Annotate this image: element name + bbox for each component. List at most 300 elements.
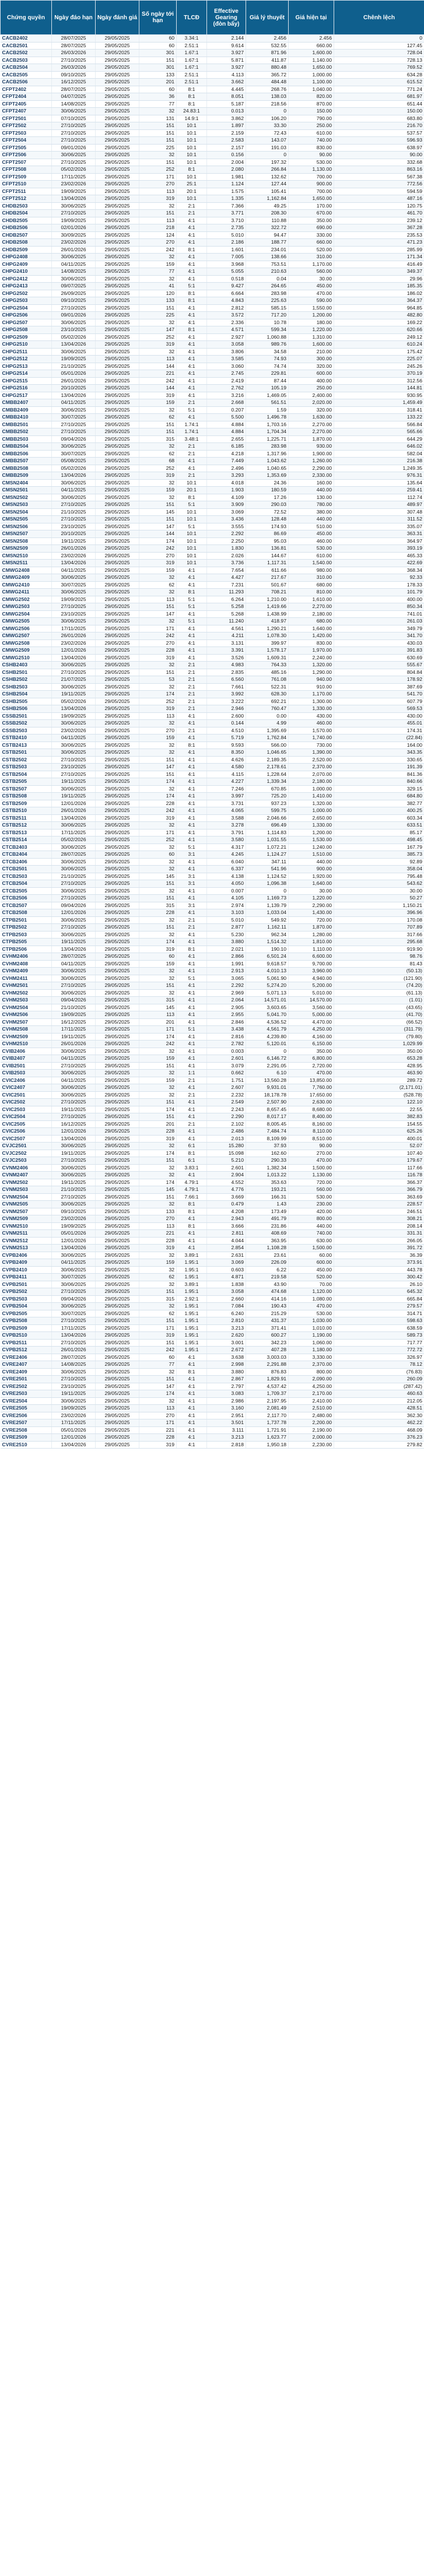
cell-valuation-date: 29/05/2025 <box>96 275 139 283</box>
table-row <box>1 341 424 349</box>
cell-days: 32 <box>139 866 177 873</box>
cell-days: 174 <box>139 1179 177 1186</box>
cell-maturity-date: 30/06/2025 <box>52 916 96 924</box>
cell-current-price: 2,370.00 <box>289 764 334 771</box>
cell-valuation-date: 29/05/2025 <box>96 450 139 458</box>
cell-maturity-date: 05/02/2026 <box>52 333 96 341</box>
table-row <box>1 975 424 982</box>
cell-theoretical-price: 72.52 <box>246 508 289 516</box>
cell-days: 32 <box>139 152 177 159</box>
cell-difference: 101.79 <box>334 589 424 596</box>
cell-gearing: 2.951 <box>207 1412 246 1419</box>
cell-ratio: 2:1 <box>177 705 207 713</box>
cell-valuation-date: 29/05/2025 <box>96 108 139 115</box>
cell-maturity-date: 30/06/2025 <box>52 348 96 356</box>
cell-warrant: CACB2504 <box>1 64 52 72</box>
cell-current-price: 6,150.00 <box>289 1041 334 1048</box>
cell-gearing: 2.974 <box>207 902 246 909</box>
cell-days: 62 <box>139 414 177 421</box>
cell-gearing: 2.943 <box>207 1215 246 1223</box>
cell-current-price: 1,060.00 <box>289 1339 334 1347</box>
cell-current-price: 1,010.00 <box>289 1324 334 1332</box>
cell-days: 151 <box>139 428 177 436</box>
cell-valuation-date: 29/05/2025 <box>96 880 139 888</box>
cell-theoretical-price: 937.23 <box>246 800 289 807</box>
cell-days: 131 <box>139 115 177 122</box>
cell-days: 151 <box>139 137 177 145</box>
cell-warrant: CFPT2504 <box>1 137 52 145</box>
table-row <box>1 851 424 859</box>
cell-valuation-date: 29/05/2025 <box>96 224 139 232</box>
cell-valuation-date: 29/05/2025 <box>96 1179 139 1186</box>
cell-days: 151 <box>139 982 177 990</box>
cell-maturity-date: 04/11/2025 <box>52 735 96 742</box>
cell-theoretical-price: 132.62 <box>246 173 289 181</box>
cell-valuation-date: 29/05/2025 <box>96 741 139 749</box>
cell-gearing: 7.449 <box>207 458 246 465</box>
cell-current-price: 30.00 <box>289 887 334 895</box>
cell-current-price: 1,870.00 <box>289 435 334 443</box>
cell-ratio: 2:1 <box>177 210 207 217</box>
cell-warrant: CSHB2505 <box>1 698 52 705</box>
cell-valuation-date: 29/05/2025 <box>96 1368 139 1376</box>
cell-days: 242 <box>139 545 177 553</box>
cell-difference: 208.14 <box>334 1222 424 1230</box>
cell-valuation-date: 29/05/2025 <box>96 1208 139 1215</box>
cell-theoretical-price: 2,081.49 <box>246 1405 289 1412</box>
cell-ratio: 3:1 <box>177 880 207 888</box>
cell-gearing: 2.927 <box>207 333 246 341</box>
cell-theoretical-price: 173.49 <box>246 1208 289 1215</box>
cell-valuation-date: 29/05/2025 <box>96 916 139 924</box>
cell-valuation-date: 29/05/2025 <box>96 115 139 122</box>
cell-days: 145 <box>139 873 177 880</box>
table-row <box>1 873 424 880</box>
cell-theoretical-price: 0.04 <box>246 275 289 283</box>
cell-maturity-date: 30/06/2025 <box>52 975 96 982</box>
cell-ratio: 4:1 <box>177 1011 207 1019</box>
header-theoretical-price: Giá lý thuyết <box>246 1 289 35</box>
cell-warrant: CSTB2502 <box>1 756 52 764</box>
cell-gearing: 3.880 <box>207 939 246 946</box>
table-row <box>1 756 424 764</box>
cell-theoretical-price: 215.29 <box>246 1310 289 1317</box>
cell-maturity-date: 26/03/2026 <box>52 50 96 57</box>
cell-difference: 541.70 <box>334 691 424 698</box>
cell-maturity-date: 21/10/2025 <box>52 363 96 370</box>
cell-gearing: 3.060 <box>207 363 246 370</box>
cell-gearing: 15.098 <box>207 1150 246 1157</box>
table-row <box>1 108 424 115</box>
cell-warrant: CSHB2503 <box>1 683 52 691</box>
cell-days: 32 <box>139 741 177 749</box>
table-row <box>1 639 424 647</box>
cell-days: 151 <box>139 1157 177 1165</box>
cell-maturity-date: 30/07/2025 <box>52 450 96 458</box>
cell-maturity-date: 26/03/2026 <box>52 64 96 72</box>
cell-difference: 543.62 <box>334 880 424 888</box>
cell-warrant: CMWG2507 <box>1 632 52 640</box>
cell-maturity-date: 30/06/2025 <box>52 1164 96 1172</box>
cell-days: 201 <box>139 1120 177 1128</box>
cell-current-price: 90.00 <box>289 1143 334 1150</box>
cell-maturity-date: 27/10/2025 <box>52 880 96 888</box>
cell-ratio: 4:1 <box>177 989 207 997</box>
cell-gearing: 1.124 <box>207 181 246 188</box>
table-row <box>1 953 424 961</box>
cell-ratio: 2:1 <box>177 399 207 407</box>
cell-warrant: CSTB2510 <box>1 807 52 815</box>
cell-valuation-date: 29/05/2025 <box>96 428 139 436</box>
cell-theoretical-price: 264.65 <box>246 283 289 290</box>
cell-theoretical-price: 231.86 <box>246 1222 289 1230</box>
table-row <box>1 1426 424 1434</box>
cell-current-price: 2,720.00 <box>289 1062 334 1070</box>
cell-gearing: 3.666 <box>207 1222 246 1230</box>
cell-theoretical-price: 408.69 <box>246 1230 289 1238</box>
table-row <box>1 188 424 195</box>
cell-current-price: 380.00 <box>289 508 334 516</box>
cell-warrant: CVPB2410 <box>1 1266 52 1274</box>
cell-gearing: 4.445 <box>207 86 246 93</box>
cell-maturity-date: 05/02/2026 <box>52 166 96 174</box>
cell-difference: 311.52 <box>334 516 424 523</box>
cell-warrant: CVRE2507 <box>1 1419 52 1427</box>
cell-theoretical-price: 1,043.62 <box>246 458 289 465</box>
cell-current-price: 2,290.00 <box>289 902 334 909</box>
cell-valuation-date: 29/05/2025 <box>96 647 139 655</box>
cell-days: 159 <box>139 1055 177 1063</box>
cell-current-price: 1,040.00 <box>289 86 334 93</box>
cell-ratio: 3:1 <box>177 902 207 909</box>
cell-ratio: 4:1 <box>177 829 207 837</box>
cell-days: 242 <box>139 246 177 254</box>
cell-warrant: CVHM2501 <box>1 982 52 990</box>
cell-warrant: CVNM2503 <box>1 1186 52 1194</box>
cell-valuation-date: 29/05/2025 <box>96 1383 139 1390</box>
cell-valuation-date: 29/05/2025 <box>96 705 139 713</box>
cell-maturity-date: 21/10/2025 <box>52 1186 96 1194</box>
cell-valuation-date: 29/05/2025 <box>96 1099 139 1106</box>
cell-warrant: CTCB2507 <box>1 902 52 909</box>
cell-current-price: 1,630.00 <box>289 414 334 421</box>
cell-maturity-date: 30/09/2025 <box>52 231 96 239</box>
cell-valuation-date: 29/05/2025 <box>96 290 139 297</box>
table-row <box>1 1018 424 1026</box>
cell-warrant: CVHM2408 <box>1 960 52 968</box>
cell-gearing: 2.735 <box>207 224 246 232</box>
cell-theoretical-price: 3,003.03 <box>246 1354 289 1361</box>
table-row <box>1 669 424 676</box>
table-row <box>1 778 424 786</box>
cell-gearing: 3.585 <box>207 356 246 363</box>
table-row <box>1 1077 424 1084</box>
cell-ratio: 4:1 <box>177 1230 207 1238</box>
cell-difference: (1.01) <box>334 997 424 1004</box>
cell-difference: 260.09 <box>334 1376 424 1383</box>
cell-valuation-date: 29/05/2025 <box>96 523 139 530</box>
cell-valuation-date: 29/05/2025 <box>96 756 139 764</box>
cell-theoretical-price: 628.30 <box>246 691 289 698</box>
table-row <box>1 858 424 866</box>
cell-maturity-date: 28/07/2025 <box>52 1354 96 1361</box>
cell-days: 151 <box>139 1376 177 1383</box>
cell-days: 159 <box>139 487 177 494</box>
cell-theoretical-price: 74.74 <box>246 363 289 370</box>
cell-warrant: CMSN2511 <box>1 560 52 567</box>
cell-valuation-date: 29/05/2025 <box>96 152 139 159</box>
cell-current-price: 1,130.00 <box>289 166 334 174</box>
cell-theoretical-price: 1,609.31 <box>246 654 289 662</box>
cell-maturity-date: 30/06/2025 <box>52 574 96 582</box>
cell-ratio: 4:1 <box>177 968 207 975</box>
cell-difference: 259.41 <box>334 487 424 494</box>
cell-gearing: 3.293 <box>207 472 246 480</box>
cell-maturity-date: 30/06/2025 <box>52 931 96 939</box>
cell-warrant: CMWG2502 <box>1 596 52 603</box>
cell-theoretical-price: 2,291.05 <box>246 1062 289 1070</box>
cell-current-price: 210.00 <box>289 348 334 356</box>
cell-days: 144 <box>139 385 177 392</box>
cell-valuation-date: 29/05/2025 <box>96 516 139 523</box>
cell-current-price: 820.00 <box>289 93 334 101</box>
cell-ratio: 2:1 <box>177 691 207 698</box>
cell-valuation-date: 29/05/2025 <box>96 851 139 859</box>
cell-ratio: 4:1 <box>177 414 207 421</box>
cell-maturity-date: 14/08/2025 <box>52 1361 96 1369</box>
cell-maturity-date: 30/07/2025 <box>52 1274 96 1281</box>
cell-warrant: CVIC2505 <box>1 1120 52 1128</box>
cell-difference: 326.97 <box>334 1354 424 1361</box>
cell-current-price: 4,160.00 <box>289 1033 334 1041</box>
cell-current-price: 350.00 <box>289 217 334 224</box>
cell-days: 201 <box>139 1018 177 1026</box>
cell-gearing: 4.245 <box>207 851 246 859</box>
cell-days: 32 <box>139 1303 177 1310</box>
table-row <box>1 487 424 494</box>
cell-gearing: 4.227 <box>207 778 246 786</box>
cell-difference: 471.23 <box>334 239 424 247</box>
cell-warrant: CTPB2506 <box>1 946 52 953</box>
cell-valuation-date: 29/05/2025 <box>96 71 139 79</box>
cell-maturity-date: 05/02/2026 <box>52 465 96 472</box>
table-row <box>1 1245 424 1252</box>
cell-theoretical-price: 431.37 <box>246 1317 289 1325</box>
cell-gearing: 0.518 <box>207 275 246 283</box>
cell-difference: 332.68 <box>334 159 424 166</box>
cell-ratio: 10:1 <box>177 129 207 137</box>
cell-current-price: 8,400.00 <box>289 1113 334 1121</box>
cell-maturity-date: 14/08/2025 <box>52 268 96 276</box>
cell-days: 133 <box>139 71 177 79</box>
cell-valuation-date: 29/05/2025 <box>96 443 139 451</box>
cell-current-price: 470.00 <box>289 1303 334 1310</box>
cell-current-price: 30.00 <box>289 275 334 283</box>
cell-ratio: 4:1 <box>177 800 207 807</box>
cell-difference: 174.31 <box>334 727 424 735</box>
cell-current-price: 1,000.00 <box>289 807 334 815</box>
cell-difference: 279.57 <box>334 1303 424 1310</box>
cell-difference: 279.82 <box>334 1441 424 1449</box>
table-row <box>1 1026 424 1034</box>
cell-gearing: 5.871 <box>207 57 246 64</box>
cell-difference: 308.21 <box>334 1215 424 1223</box>
cell-theoretical-price: 1,353.69 <box>246 472 289 480</box>
header-days-to-maturity: Số ngày tới hạn <box>139 1 177 35</box>
cell-difference: 683.80 <box>334 115 424 122</box>
cell-warrant: CVRE2504 <box>1 1397 52 1405</box>
table-row <box>1 968 424 975</box>
cell-theoretical-price: 1,031.55 <box>246 837 289 844</box>
cell-difference: 567.38 <box>334 173 424 181</box>
cell-warrant: CACB2402 <box>1 35 52 43</box>
cell-days: 159 <box>139 261 177 268</box>
cell-theoretical-price: 4,561.79 <box>246 1026 289 1034</box>
table-row <box>1 1055 424 1063</box>
cell-current-price: 2,650.00 <box>289 814 334 822</box>
cell-theoretical-price: 1,124.27 <box>246 851 289 859</box>
cell-warrant: CHPG2412 <box>1 275 52 283</box>
cell-maturity-date: 21/07/2025 <box>52 676 96 684</box>
cell-gearing: 3.588 <box>207 814 246 822</box>
cell-valuation-date: 29/05/2025 <box>96 283 139 290</box>
cell-difference: 341.70 <box>334 632 424 640</box>
cell-maturity-date: 30/06/2025 <box>52 319 96 326</box>
cell-gearing: 4.109 <box>207 494 246 501</box>
cell-theoretical-price: 1,469.05 <box>246 392 289 399</box>
cell-warrant: CVHM2406 <box>1 953 52 961</box>
cell-gearing: 2.607 <box>207 1084 246 1092</box>
cell-current-price: 320.00 <box>289 363 334 370</box>
table-row <box>1 71 424 79</box>
cell-maturity-date: 27/10/2025 <box>52 304 96 312</box>
cell-theoretical-price: 962.34 <box>246 931 289 939</box>
cell-days: 32 <box>139 618 177 625</box>
cell-valuation-date: 29/05/2025 <box>96 662 139 669</box>
cell-valuation-date: 29/05/2025 <box>96 946 139 953</box>
cell-current-price: 1,540.00 <box>289 560 334 567</box>
cell-current-price: 980.00 <box>289 567 334 574</box>
cell-warrant: CTPB2501 <box>1 916 52 924</box>
table-row <box>1 603 424 611</box>
cell-gearing: 2.854 <box>207 1245 246 1252</box>
cell-maturity-date: 23/10/2025 <box>52 523 96 530</box>
cell-days: 151 <box>139 1193 177 1201</box>
cell-theoretical-price: 1,737.78 <box>246 1419 289 1427</box>
cell-days: 319 <box>139 705 177 713</box>
cell-ratio: 4:1 <box>177 574 207 582</box>
cell-difference: 317.66 <box>334 931 424 939</box>
cell-difference: 367.28 <box>334 224 424 232</box>
cell-warrant: CVPB2411 <box>1 1274 52 1281</box>
cell-theoretical-price: 600.27 <box>246 1332 289 1340</box>
cell-gearing: 2.867 <box>207 1376 246 1383</box>
table-row <box>1 392 424 399</box>
cell-theoretical-price: 1,169.73 <box>246 895 289 902</box>
cell-difference: (66.52) <box>334 1018 424 1026</box>
cell-gearing: 1.991 <box>207 960 246 968</box>
cell-difference: 630.69 <box>334 654 424 662</box>
cell-warrant: CHDB2505 <box>1 217 52 224</box>
cell-difference: 358.04 <box>334 866 424 873</box>
cell-days: 174 <box>139 1106 177 1113</box>
cell-maturity-date: 19/09/2025 <box>52 712 96 720</box>
cell-current-price: 470.00 <box>289 1070 334 1077</box>
cell-valuation-date: 29/05/2025 <box>96 392 139 399</box>
cell-valuation-date: 29/05/2025 <box>96 793 139 800</box>
cell-gearing: 3.001 <box>207 1339 246 1347</box>
cell-valuation-date: 29/05/2025 <box>96 414 139 421</box>
cell-days: 147 <box>139 1383 177 1390</box>
cell-valuation-date: 29/05/2025 <box>96 1157 139 1165</box>
cell-maturity-date: 30/06/2025 <box>52 1303 96 1310</box>
cell-warrant: CHPG2504 <box>1 304 52 312</box>
cell-theoretical-price: 225.63 <box>246 297 289 305</box>
cell-warrant: CVRE2506 <box>1 1412 52 1419</box>
cell-warrant: CMBB2509 <box>1 472 52 480</box>
cell-current-price: 2,090.00 <box>289 1376 334 1383</box>
cell-maturity-date: 19/11/2025 <box>52 793 96 800</box>
cell-theoretical-price: 105.19 <box>246 385 289 392</box>
cell-current-price: 700.00 <box>289 173 334 181</box>
cell-warrant: CACB2505 <box>1 71 52 79</box>
cell-maturity-date: 27/10/2025 <box>52 159 96 166</box>
cell-warrant: CVHM2509 <box>1 1033 52 1041</box>
cell-difference: 461.70 <box>334 210 424 217</box>
cell-days: 319 <box>139 1441 177 1449</box>
cell-days: 36 <box>139 93 177 101</box>
table-row <box>1 1259 424 1267</box>
cell-theoretical-price: 1,578.17 <box>246 647 289 655</box>
cell-ratio: 4:1 <box>177 319 207 326</box>
cell-theoretical-price: 322.72 <box>246 224 289 232</box>
table-row <box>1 909 424 917</box>
cell-warrant: CVIB2501 <box>1 1062 52 1070</box>
cell-warrant: CTCB2503 <box>1 873 52 880</box>
cell-ratio: 20:1 <box>177 188 207 195</box>
cell-current-price: 1,180.00 <box>289 1347 334 1354</box>
table-row <box>1 1193 424 1201</box>
cell-valuation-date: 29/05/2025 <box>96 807 139 815</box>
cell-warrant: CVIC2503 <box>1 1106 52 1113</box>
cell-current-price: 1,000.00 <box>289 71 334 79</box>
cell-days: 32 <box>139 406 177 414</box>
cell-warrant: CHPG2517 <box>1 392 52 399</box>
cell-days: 151 <box>139 501 177 509</box>
cell-gearing: 3.160 <box>207 1405 246 1412</box>
cell-ratio: 8:1 <box>177 1368 207 1376</box>
cell-difference: (528.78) <box>334 1091 424 1099</box>
cell-maturity-date: 19/11/2025 <box>52 1150 96 1157</box>
cell-ratio: 4:1 <box>177 931 207 939</box>
cell-days: 252 <box>139 465 177 472</box>
cell-current-price: 8,510.00 <box>289 1135 334 1143</box>
cell-ratio: 4:1 <box>177 1412 207 1419</box>
table-row <box>1 1062 424 1070</box>
cell-valuation-date: 29/05/2025 <box>96 1317 139 1325</box>
cell-valuation-date: 29/05/2025 <box>96 479 139 487</box>
cell-maturity-date: 05/02/2026 <box>52 837 96 844</box>
cell-difference: 370.19 <box>334 370 424 378</box>
cell-warrant: CMSN2510 <box>1 552 52 560</box>
table-row <box>1 698 424 705</box>
cell-difference: 164.00 <box>334 741 424 749</box>
cell-maturity-date: 23/02/2026 <box>52 1215 96 1223</box>
cell-warrant: CHPG2507 <box>1 319 52 326</box>
cell-days: 32 <box>139 254 177 261</box>
cell-theoretical-price: 347.11 <box>246 858 289 866</box>
table-row <box>1 1186 424 1194</box>
